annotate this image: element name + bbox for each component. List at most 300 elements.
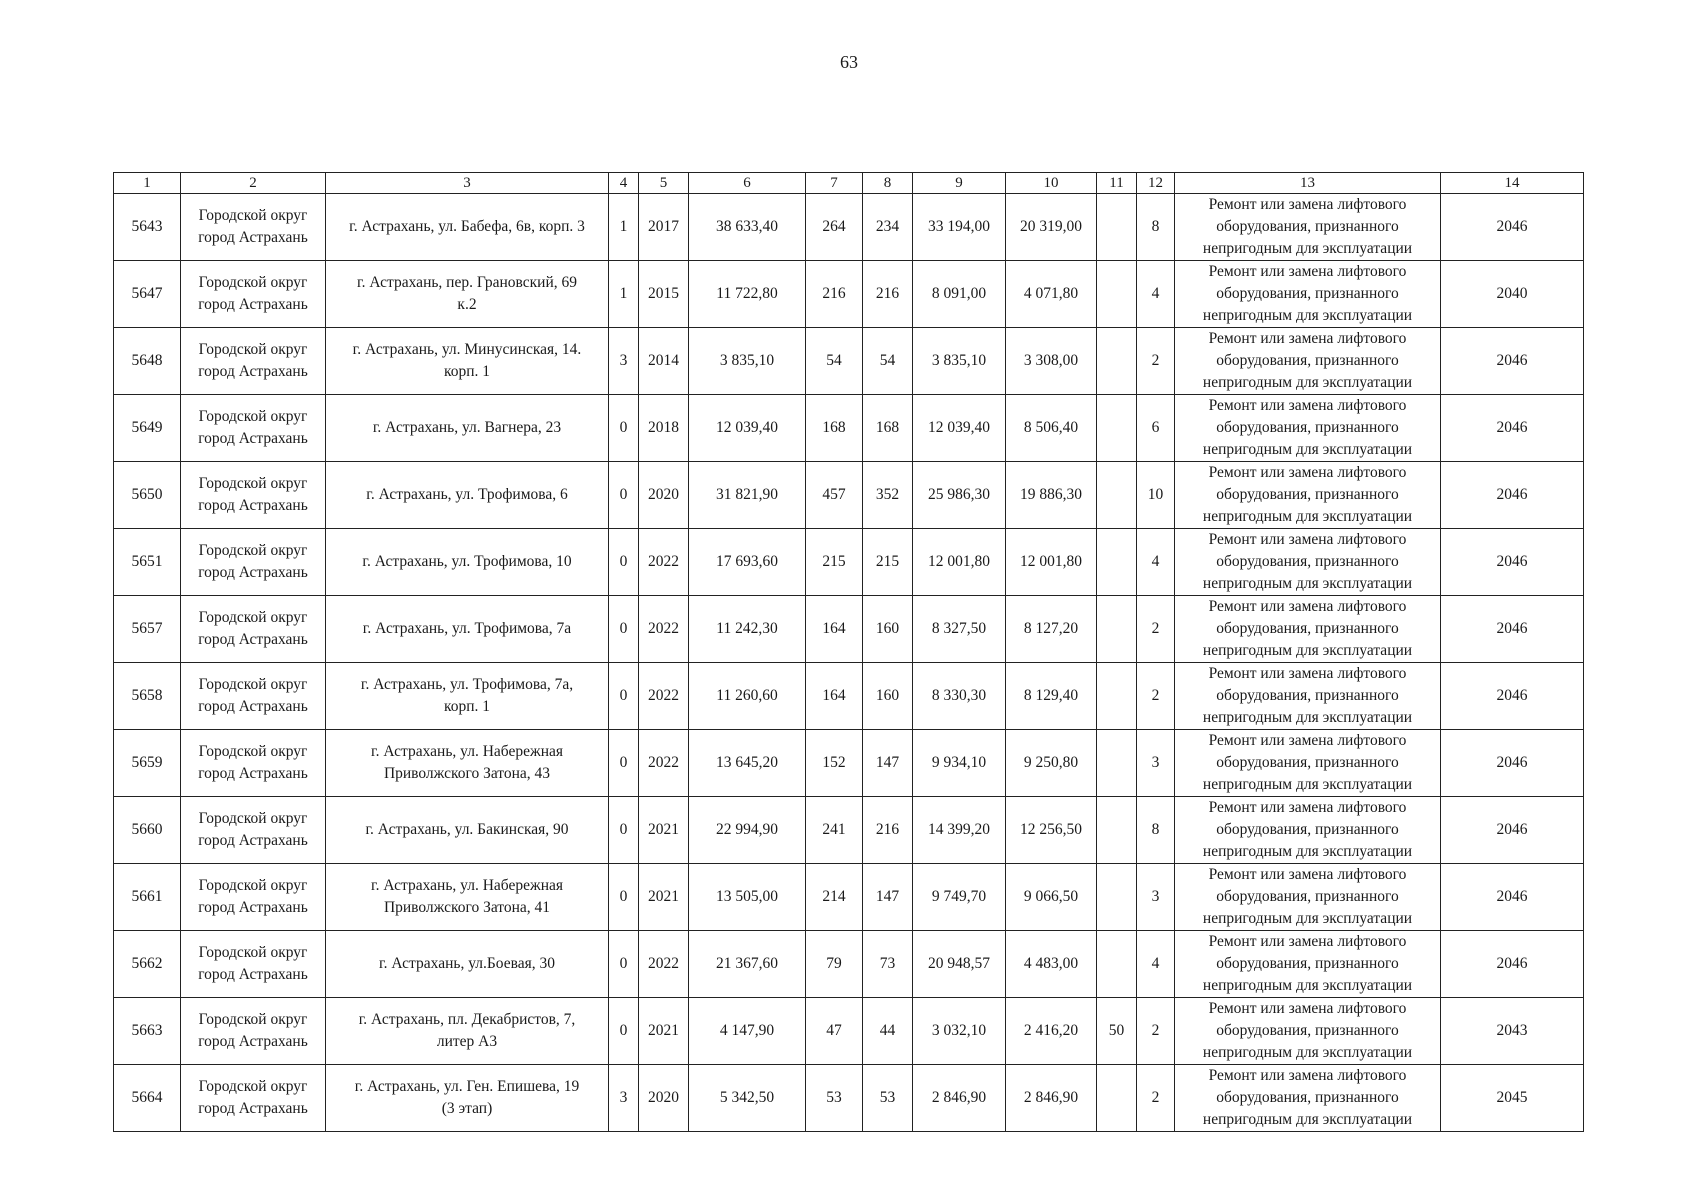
cell-col9 [913,1065,1006,1132]
cell-col8 [863,596,913,663]
table-row [114,596,1584,663]
cell-year-line: 2021 [648,1022,679,1039]
cell-number [114,328,181,395]
cell-col12-line: 6 [1151,419,1160,436]
cell-year-line: 2020 [648,1089,679,1106]
cell-number [114,261,181,328]
cell-col8-line: 160 [875,620,900,637]
cell-col10 [1006,194,1097,261]
cell-district-line: Городской округ [198,341,308,358]
cell-year [639,328,689,395]
cell-col12-line: 3 [1151,754,1160,771]
cell-address-line: Приволжского Затона, 43 [383,765,551,782]
cell-address-line: г. Астрахань, ул. Трофимова, 7а, [360,676,574,693]
column-header-4: 4 [609,173,639,194]
cell-planned-year [1441,931,1584,998]
cell-repair-type [1175,998,1441,1065]
cell-col4 [609,529,639,596]
cell-col10-line: 8 129,40 [1023,687,1079,704]
table-row [114,864,1584,931]
column-header-2: 2 [181,173,326,194]
cell-district-line: город Астрахань [198,765,308,782]
table-row [114,663,1584,730]
table-row [114,194,1584,261]
cell-col12 [1137,529,1175,596]
cell-planned-year-line: 2046 [1496,553,1528,570]
cell-repair-type [1175,596,1441,663]
cell-col9-line: 20 948,57 [928,955,990,972]
cell-number-line: 5663 [131,1022,163,1039]
cell-year [639,194,689,261]
cell-col12-line: 2 [1151,1022,1160,1039]
cell-district-line: Городской округ [198,1011,308,1028]
cell-col10-line: 20 319,00 [1020,218,1082,235]
cell-col7 [806,864,863,931]
cell-col9 [913,261,1006,328]
cell-col10-line: 2 846,90 [1023,1089,1079,1106]
cell-planned-year [1441,663,1584,730]
column-header-9: 9 [913,173,1006,194]
cell-col6 [689,1065,806,1132]
cell-repair-type-line: оборудования, признанного [1216,486,1399,503]
cell-district [181,462,326,529]
table-row [114,998,1584,1065]
cell-col12 [1137,328,1175,395]
cell-district-line: город Астрахань [198,564,308,581]
cell-col11 [1097,998,1137,1065]
cell-number [114,663,181,730]
cell-year [639,462,689,529]
cell-repair-type-line: Ремонт или замена лифтового [1208,1067,1407,1084]
cell-repair-type [1175,395,1441,462]
cell-number-line: 5658 [131,687,163,704]
cell-col11 [1097,1065,1137,1132]
cell-number [114,864,181,931]
cell-col8-line: 160 [875,687,900,704]
cell-col9-line: 14 399,20 [928,821,990,838]
cell-number [114,194,181,261]
cell-repair-type-line: непригодным для эксплуатации [1202,240,1413,257]
cell-col8 [863,998,913,1065]
cell-col12-line: 4 [1151,285,1160,302]
cell-col10 [1006,462,1097,529]
cell-col7 [806,1065,863,1132]
cell-district [181,730,326,797]
cell-district-line: город Астрахань [198,1100,308,1117]
cell-address-line: Приволжского Затона, 41 [383,899,551,916]
cell-repair-type-line: непригодным для эксплуатации [1202,910,1413,927]
cell-col8-line: 53 [879,1089,896,1106]
cell-col9 [913,328,1006,395]
cell-year [639,529,689,596]
cell-col6 [689,395,806,462]
cell-col9 [913,931,1006,998]
cell-address-line: г. Астрахань, ул. Трофимова, 6 [366,486,568,503]
cell-col6-line: 21 367,60 [716,955,778,972]
cell-col6-line: 13 505,00 [716,888,778,905]
cell-repair-type-line: непригодным для эксплуатации [1202,843,1413,860]
cell-district-line: Городской округ [198,877,308,894]
cell-col4-line: 0 [619,553,628,570]
column-header-12: 12 [1137,173,1175,194]
cell-col4-line: 0 [619,486,628,503]
cell-col4 [609,730,639,797]
cell-district-line: город Астрахань [198,698,308,715]
cell-col12 [1137,864,1175,931]
cell-district-line: Городской округ [198,743,308,760]
cell-address-line: г. Астрахань, пер. Грановский, 69 [357,274,577,291]
cell-col8-line: 352 [875,486,900,503]
cell-repair-type [1175,663,1441,730]
cell-col6 [689,864,806,931]
cell-planned-year [1441,261,1584,328]
cell-address [326,931,609,998]
cell-col6 [689,730,806,797]
cell-repair-type-line: Ремонт или замена лифтового [1208,1000,1407,1017]
cell-address-line: г. Астрахань, ул. Трофимова, 7а [362,620,572,637]
cell-col7-line: 214 [822,888,846,905]
cell-col7-line: 53 [826,1089,842,1106]
cell-col11 [1097,529,1137,596]
cell-address-line: корп. 1 [443,698,491,715]
cell-col4 [609,261,639,328]
cell-col12 [1137,1065,1175,1132]
cell-district-line: Городской округ [198,408,308,425]
cell-planned-year-line: 2046 [1496,352,1528,369]
cell-col9 [913,730,1006,797]
cell-col12 [1137,395,1175,462]
cell-col7-line: 152 [822,754,846,771]
cell-repair-type-line: Ремонт или замена лифтового [1208,665,1407,682]
cell-col6-line: 22 994,90 [716,821,778,838]
cell-col10 [1006,596,1097,663]
cell-repair-type [1175,797,1441,864]
cell-repair-type-line: оборудования, признанного [1216,821,1399,838]
cell-year-line: 2022 [648,620,679,637]
cell-col12-line: 4 [1151,553,1160,570]
cell-col11 [1097,395,1137,462]
cell-planned-year [1441,462,1584,529]
cell-district [181,663,326,730]
cell-planned-year [1441,797,1584,864]
cell-col12 [1137,261,1175,328]
cell-col7 [806,328,863,395]
cell-col10 [1006,395,1097,462]
cell-col4 [609,596,639,663]
cell-district [181,194,326,261]
cell-address [326,529,609,596]
cell-address [326,194,609,261]
cell-number-line: 5660 [131,821,163,838]
cell-planned-year-line: 2046 [1496,888,1528,905]
cell-district [181,931,326,998]
cell-col6 [689,931,806,998]
cell-col11 [1097,663,1137,730]
cell-col9 [913,194,1006,261]
cell-col9-line: 33 194,00 [928,218,990,235]
cell-district-line: город Астрахань [198,631,308,648]
cell-col7 [806,730,863,797]
cell-col11 [1097,261,1137,328]
cell-col10-line: 12 001,80 [1020,553,1082,570]
cell-repair-type-line: оборудования, признанного [1216,955,1399,972]
table-row [114,730,1584,797]
cell-col8-line: 147 [875,888,900,905]
cell-col12 [1137,730,1175,797]
cell-col12-line: 8 [1151,821,1160,838]
cell-col11 [1097,462,1137,529]
cell-col4 [609,194,639,261]
cell-year [639,1065,689,1132]
cell-col9-line: 8 327,50 [931,620,987,637]
cell-repair-type-line: Ремонт или замена лифтового [1208,732,1407,749]
cell-address-line: г. Астрахань, ул. Минусинская, 14. [352,341,582,358]
header-row [114,173,1584,194]
cell-col9-line: 25 986,30 [928,486,990,503]
cell-col4-line: 0 [619,419,628,436]
cell-col8-line: 216 [875,285,900,302]
cell-district-line: город Астрахань [198,832,308,849]
cell-col7-line: 215 [822,553,846,570]
cell-district-line: город Астрахань [198,229,308,246]
cell-col4 [609,395,639,462]
cell-repair-type-line: Ремонт или замена лифтового [1208,330,1407,347]
page-number: 63 [840,52,858,72]
cell-number [114,931,181,998]
cell-number-line: 5661 [131,888,163,905]
cell-number [114,462,181,529]
cell-col8 [863,462,913,529]
column-header-11: 11 [1097,173,1137,194]
cell-col12 [1137,797,1175,864]
cell-district [181,864,326,931]
cell-year [639,261,689,328]
cell-col7 [806,596,863,663]
cell-year-line: 2022 [648,754,679,771]
cell-district-line: город Астрахань [198,1033,308,1050]
cell-district [181,797,326,864]
cell-year-line: 2022 [648,687,679,704]
cell-col10-line: 3 308,00 [1023,352,1079,369]
cell-col8 [863,730,913,797]
cell-col4 [609,1065,639,1132]
cell-number-line: 5664 [131,1089,163,1106]
cell-address-line: г. Астрахань, ул. Бабефа, 6в, корп. 3 [349,218,585,235]
cell-planned-year-line: 2046 [1496,955,1528,972]
column-header-10: 10 [1006,173,1097,194]
cell-district [181,395,326,462]
cell-col7-line: 168 [822,419,846,436]
cell-col4 [609,328,639,395]
cell-repair-type-line: Ремонт или замена лифтового [1208,464,1407,481]
cell-col7-line: 241 [822,821,846,838]
cell-col9 [913,797,1006,864]
cell-col10-line: 12 256,50 [1020,821,1082,838]
table-row [114,328,1584,395]
cell-planned-year-line: 2046 [1496,620,1528,637]
cell-col8 [863,194,913,261]
cell-repair-type [1175,328,1441,395]
cell-col9-line: 3 032,10 [931,1022,987,1039]
cell-col6 [689,328,806,395]
cell-district-line: Городской округ [198,274,308,291]
cell-planned-year [1441,596,1584,663]
cell-address-line: к.2 [457,296,477,313]
cell-col4-line: 0 [619,955,628,972]
cell-col8 [863,1065,913,1132]
cell-col4 [609,462,639,529]
cell-planned-year-line: 2046 [1496,754,1528,771]
cell-number-line: 5650 [131,486,163,503]
cell-address [326,1065,609,1132]
cell-repair-type-line: оборудования, признанного [1216,352,1399,369]
cell-col8 [863,261,913,328]
cell-repair-type-line: оборудования, признанного [1216,218,1399,235]
cell-year [639,931,689,998]
cell-address-line: г. Астрахань, ул. Трофимова, 10 [362,553,572,570]
column-header-8: 8 [863,173,913,194]
cell-repair-type-line: непригодным для эксплуатации [1202,307,1413,324]
cell-col7-line: 457 [822,486,846,503]
cell-col9 [913,529,1006,596]
cell-col9-line: 12 001,80 [928,553,990,570]
cell-col6-line: 13 645,20 [716,754,778,771]
cell-col12-line: 2 [1151,620,1160,637]
cell-col10 [1006,864,1097,931]
cell-col7 [806,194,863,261]
cell-col11 [1097,328,1137,395]
cell-col10-line: 19 886,30 [1020,486,1082,503]
cell-col4-line: 3 [619,352,628,369]
cell-district [181,998,326,1065]
cell-repair-type-line: оборудования, признанного [1216,1089,1399,1106]
cell-number-line: 5643 [131,218,163,235]
cell-repair-type-line: Ремонт или замена лифтового [1208,397,1407,414]
cell-col9-line: 12 039,40 [928,419,990,436]
cell-planned-year-line: 2043 [1496,1022,1528,1039]
cell-address [326,395,609,462]
cell-col10 [1006,931,1097,998]
cell-year-line: 2018 [648,419,679,436]
column-header-3: 3 [326,173,609,194]
cell-repair-type [1175,931,1441,998]
cell-address-line: г. Астрахань, ул. Бакинская, 90 [365,821,569,838]
cell-district-line: город Астрахань [198,497,308,514]
cell-address-line: г. Астрахань, ул. Вагнера, 23 [372,419,562,436]
cell-col12-line: 2 [1151,1089,1160,1106]
cell-col6 [689,462,806,529]
cell-col10-line: 9 250,80 [1023,754,1079,771]
column-header-7: 7 [806,173,863,194]
cell-col12-line: 2 [1151,687,1160,704]
cell-col7 [806,931,863,998]
cell-district-line: Городской округ [198,542,308,559]
cell-col11 [1097,730,1137,797]
cell-year-line: 2015 [648,285,679,302]
cell-col12 [1137,663,1175,730]
cell-planned-year [1441,194,1584,261]
cell-district [181,596,326,663]
cell-col8-line: 54 [879,352,896,369]
column-header-6: 6 [689,173,806,194]
cell-district-line: Городской округ [198,207,308,224]
cell-col4-line: 0 [619,687,628,704]
cell-col4 [609,864,639,931]
cell-col9-line: 9 934,10 [931,754,987,771]
cell-district-line: Городской округ [198,676,308,693]
cell-planned-year-line: 2040 [1496,285,1528,302]
cell-planned-year-line: 2046 [1496,419,1528,436]
cell-year [639,797,689,864]
cell-col6 [689,596,806,663]
cell-year [639,663,689,730]
cell-repair-type [1175,462,1441,529]
cell-district-line: город Астрахань [198,363,308,380]
cell-col8-line: 73 [879,955,896,972]
cell-repair-type-line: Ремонт или замена лифтового [1208,799,1407,816]
cell-col8 [863,931,913,998]
cell-col10 [1006,261,1097,328]
cell-planned-year-line: 2046 [1496,218,1528,235]
cell-district-line: Городской округ [198,475,308,492]
cell-col4-line: 0 [619,888,628,905]
cell-col10-line: 4 071,80 [1023,285,1079,302]
cell-repair-type-line: непригодным для эксплуатации [1202,776,1413,793]
column-header-13: 13 [1175,173,1441,194]
table-row [114,1065,1584,1132]
cell-col7-line: 216 [822,285,846,302]
cell-col10-line: 8 506,40 [1023,419,1079,436]
cell-col10 [1006,663,1097,730]
cell-district-line: Городской округ [198,1078,308,1095]
table-row [114,395,1584,462]
cell-col9 [913,395,1006,462]
cell-district-line: город Астрахань [198,899,308,916]
cell-col6 [689,529,806,596]
table-row [114,261,1584,328]
cell-col10 [1006,998,1097,1065]
cell-repair-type-line: Ремонт или замена лифтового [1208,263,1407,280]
cell-address [326,730,609,797]
cell-col7-line: 164 [822,620,846,637]
cell-repair-type-line: оборудования, признанного [1216,285,1399,302]
cell-number [114,1065,181,1132]
cell-col8 [863,395,913,462]
cell-col10 [1006,797,1097,864]
cell-number-line: 5659 [131,754,163,771]
cell-year-line: 2022 [648,955,679,972]
cell-number-line: 5662 [131,955,163,972]
cell-col11 [1097,931,1137,998]
cell-col4-line: 0 [619,620,628,637]
cell-year [639,998,689,1065]
cell-col4 [609,663,639,730]
cell-address [326,261,609,328]
cell-number [114,395,181,462]
cell-planned-year-line: 2045 [1496,1089,1528,1106]
cell-col7 [806,529,863,596]
cell-col12 [1137,998,1175,1065]
cell-col10-line: 8 127,20 [1023,620,1079,637]
cell-col10 [1006,529,1097,596]
cell-planned-year-line: 2046 [1496,687,1528,704]
cell-col8-line: 168 [875,419,900,436]
cell-district [181,328,326,395]
cell-repair-type [1175,261,1441,328]
cell-col4 [609,797,639,864]
cell-repair-type [1175,194,1441,261]
cell-repair-type-line: оборудования, признанного [1216,888,1399,905]
